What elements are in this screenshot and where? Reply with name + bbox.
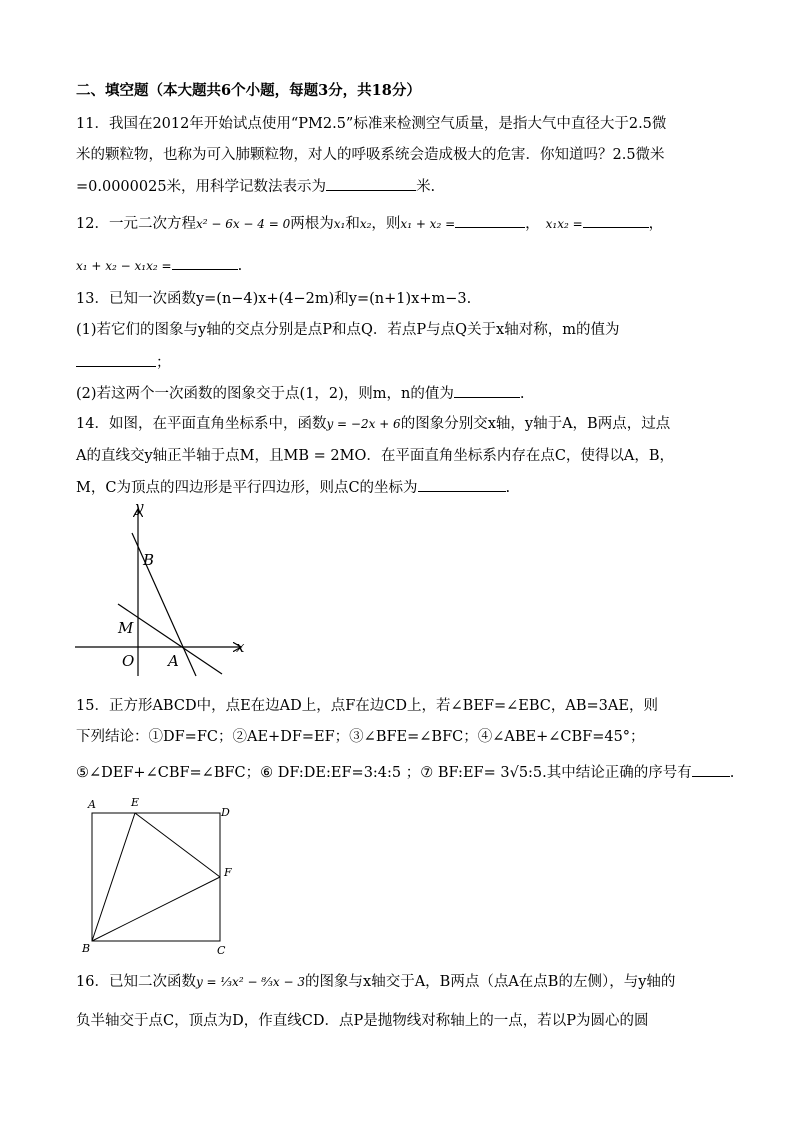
- q12-text-a: 12．一元二次方程: [76, 216, 196, 232]
- vertex-c-label: C: [217, 944, 226, 957]
- q14-end: .: [505, 480, 511, 496]
- q13-end: .: [519, 386, 525, 402]
- q15-sqrt: √5: [509, 765, 529, 781]
- q12-prod-blank[interactable]: [583, 213, 649, 228]
- point-f-label: F: [224, 866, 232, 879]
- q13-semicolon: ；: [156, 355, 171, 371]
- point-b-label: B: [143, 551, 155, 569]
- vertex-d-label: D: [221, 806, 230, 819]
- q14-line3: [76, 477, 510, 498]
- q13-mn-blank[interactable]: [454, 383, 520, 398]
- segment-bf: [92, 877, 220, 941]
- point-m-label: M: [118, 619, 134, 637]
- q13-line3: [76, 352, 171, 373]
- q14-line1: [76, 414, 670, 434]
- q12-then: ，则: [371, 216, 401, 232]
- x-axis-label: x: [236, 638, 245, 656]
- q15-line3-text: ⑤∠DEF+∠CBF=∠BFC；⑥ DF:DE:EF=3:4:5 ；⑦ BF:EF= 3: [76, 765, 510, 781]
- q12-x2: x₂: [359, 217, 372, 231]
- q14-text-b: 的图象分别交x轴，y轴于A，B两点，过点: [400, 416, 671, 432]
- q11-unit: 米.: [416, 179, 436, 195]
- q12-expr-blank[interactable]: [172, 255, 238, 270]
- q15-line3-text-b: :5.其中结论正确的序号有: [528, 765, 692, 781]
- q13-line2: (1)若它们的图象与y轴的交点分别是点P和点Q．若点P与点Q关于x轴对称，m的值为: [76, 322, 620, 338]
- q14-line3-text: M，C为顶点的四边形是平行四边形，则点C的坐标为: [76, 480, 418, 496]
- q15-line2: 下列结论：①DF=FC；②AE+DF=EF；③∠BFE=∠BFC；④∠ABE+∠CBF=45°；: [76, 729, 645, 745]
- vertex-b-label: B: [82, 942, 91, 955]
- q12-end: .: [237, 258, 243, 274]
- point-e-label: E: [131, 796, 140, 809]
- q14-answer-blank[interactable]: [418, 477, 506, 492]
- q14-func: y = −2x + 6: [326, 417, 401, 431]
- q13-line4: [76, 383, 525, 404]
- q12-sum-blank[interactable]: [455, 213, 525, 228]
- q12-text-b: 两根为: [290, 216, 334, 232]
- q11-answer-blank[interactable]: [326, 176, 416, 191]
- segment-ef: [135, 813, 220, 877]
- q11-line1: 11．我国在2012年开始试点使用“PM2.5”标准来检测空气质量，是指大气中直径大于2.5微: [76, 116, 667, 132]
- q12-line2: [76, 255, 242, 276]
- square-abcd: [92, 813, 220, 941]
- q14-coordinate-figure: [70, 500, 260, 680]
- q12-comma2: ，: [648, 216, 664, 232]
- q12-line1: [76, 213, 663, 234]
- q16-line1: [76, 972, 675, 992]
- q11-line3: [76, 176, 435, 197]
- q12-and: 和: [345, 216, 360, 232]
- y-axis-label: y: [135, 500, 144, 516]
- q12-x1: x₁: [333, 217, 346, 231]
- q14-text-a: 14．如图，在平面直角坐标系中，函数: [76, 416, 327, 432]
- q15-answer-blank[interactable]: [692, 762, 730, 777]
- q12-prod: x₁x₂ =: [545, 217, 583, 231]
- q12-sum: x₁ + x₂ =: [400, 217, 456, 231]
- q12-comma1: ，: [525, 216, 540, 232]
- q14-line2: A的直线交y轴正半轴于点M，且MB = 2MO．在平面直角坐标系内存在点C，使得以A，B，: [76, 448, 675, 464]
- q13-m-blank[interactable]: [76, 352, 156, 367]
- q11-line2: 米的颗粒物，也称为可入肺颗粒物，对人的呼吸系统会造成极大的危害．你知道吗？2.5微米: [76, 147, 665, 163]
- q15-end: .: [729, 765, 735, 781]
- origin-label: O: [122, 652, 135, 670]
- q16-func: y = ⅓x² − ⁸⁄₃x − 3: [195, 975, 306, 989]
- vertex-a-label: A: [88, 798, 96, 811]
- q16-text-b: 的图象与x轴交于A，B两点（点A在点B的左侧），与y轴的: [305, 974, 676, 990]
- segment-eb: [92, 813, 135, 941]
- q13-line4-text: (2)若这两个一次函数的图象交于点(1，2)，则m，n的值为: [76, 386, 454, 402]
- q15-line3: [76, 762, 734, 783]
- q16-line2: 负半轴交于点C，顶点为D，作直线CD．点P是抛物线对称轴上的一点，若以P为圆心的圆: [76, 1013, 649, 1029]
- q11-line3-text: =0.0000025米，用科学记数法表示为: [76, 179, 327, 195]
- q16-text-a: 16．已知二次函数: [76, 974, 196, 990]
- q15-square-figure: [80, 796, 240, 958]
- q13-line1: 13．已知一次函数y=(n−4)x+(4−2m)和y=(n+1)x+m−3.: [76, 291, 472, 307]
- section-title: 二、填空题（本大题共6个小题，每题3分，共18分）: [76, 82, 421, 99]
- line-ab: [132, 533, 196, 676]
- q12-equation: x² − 6x − 4 = 0: [195, 217, 291, 231]
- q15-line1: 15．正方形ABCD中，点E在边AD上，点F在边CD上，若∠BEF=∠EBC，AB=3AE，则: [76, 698, 658, 714]
- point-a-label: A: [168, 652, 179, 670]
- q12-expr: x₁ + x₂ − x₁x₂ =: [76, 259, 172, 273]
